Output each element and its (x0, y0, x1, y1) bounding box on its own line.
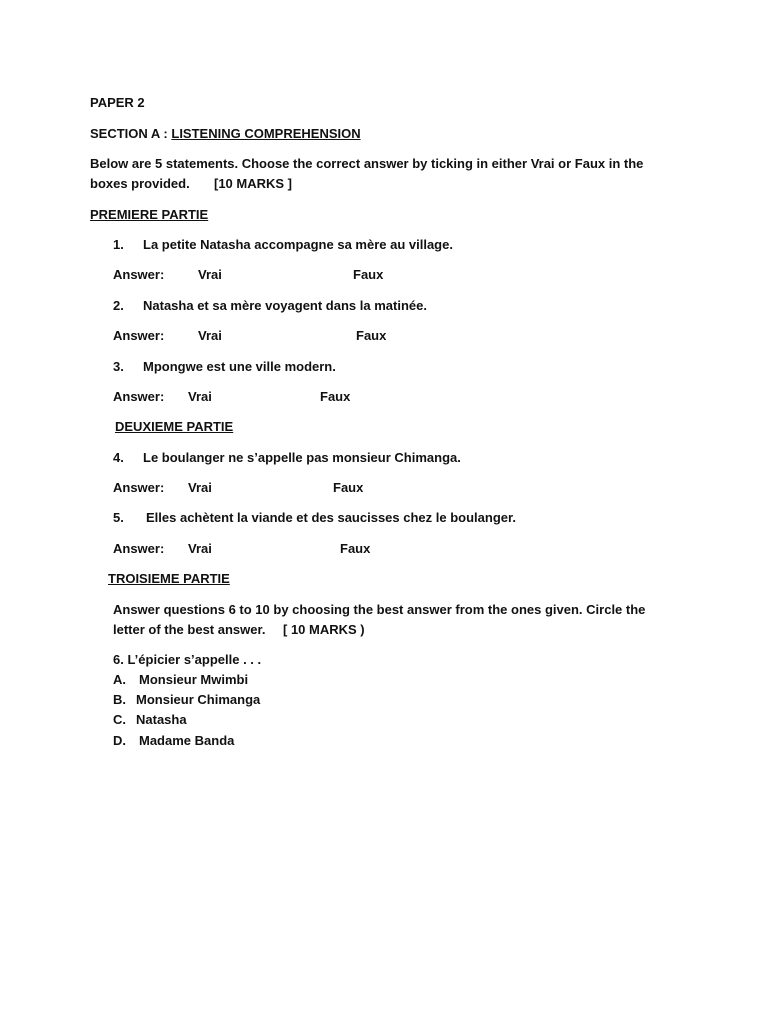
option-d[interactable] (113, 733, 235, 749)
question-number: 5. (113, 510, 124, 525)
question-text: La petite Natasha accompagne sa mère au village. (143, 237, 453, 252)
option-letter: D. (113, 733, 126, 748)
answer-row-5 (113, 541, 371, 557)
option-text: Monsieur Mwimbi (139, 672, 249, 687)
option-text: Natasha (136, 712, 187, 727)
section-title: LISTENING COMPREHENSION (171, 126, 361, 141)
faux-option[interactable]: Faux (333, 480, 364, 495)
question-3 (113, 359, 336, 375)
question-number: 1. (113, 237, 124, 252)
answer-row-1 (113, 267, 384, 283)
part3-marks: [ 10 MARKS ) (283, 622, 365, 637)
question-number: 3. (113, 359, 124, 374)
answer-label: Answer: (113, 541, 165, 556)
answer-row-2 (113, 328, 387, 344)
faux-option[interactable]: Faux (356, 328, 387, 343)
vrai-option[interactable]: Vrai (188, 480, 212, 495)
part3-instructions-line-2 (113, 622, 365, 638)
section-prefix: SECTION A : (90, 126, 172, 141)
option-letter: B. (113, 692, 126, 707)
part3-title: TROISIEME PARTIE (108, 571, 230, 586)
option-a[interactable] (113, 672, 249, 688)
question-text: Mpongwe est une ville modern. (143, 359, 336, 374)
instructions-text: letter of the best answer. (113, 622, 266, 637)
question-text: Le boulanger ne s’appelle pas monsieur Chimanga. (143, 450, 461, 465)
answer-label: Answer: (113, 328, 165, 343)
instructions-text: boxes provided. (90, 176, 190, 191)
option-b[interactable] (113, 692, 261, 708)
question-4 (113, 450, 461, 466)
answer-row-4 (113, 480, 364, 496)
instructions-marks: [10 MARKS ] (214, 176, 293, 191)
question-5 (113, 510, 516, 526)
option-c[interactable] (113, 712, 187, 728)
answer-label: Answer: (113, 389, 165, 404)
vrai-option[interactable]: Vrai (198, 328, 222, 343)
faux-option[interactable]: Faux (340, 541, 371, 556)
question-1 (113, 237, 453, 253)
option-text: Monsieur Chimanga (136, 692, 261, 707)
faux-option[interactable]: Faux (320, 389, 351, 404)
option-text: Madame Banda (139, 733, 235, 748)
vrai-option[interactable]: Vrai (188, 541, 212, 556)
question-number: 2. (113, 298, 124, 313)
question-text: Elles achètent la viande et des saucisses chez le boulanger. (146, 510, 516, 525)
option-letter: A. (113, 672, 126, 687)
vrai-option[interactable]: Vrai (198, 267, 222, 282)
question-number: 4. (113, 450, 124, 465)
part1-title: PREMIERE PARTIE (90, 207, 209, 222)
part2-title: DEUXIEME PARTIE (115, 419, 234, 434)
question-6: 6. L’épicier s’appelle . . . (113, 652, 262, 667)
part3-instructions-line-1: Answer questions 6 to 10 by choosing the best answer from the ones given. Circle the (113, 602, 646, 617)
option-letter: C. (113, 712, 126, 727)
paper-title: PAPER 2 (90, 95, 145, 110)
answer-label: Answer: (113, 267, 165, 282)
instructions-line-1: Below are 5 statements. Choose the correct answer by ticking in either Vrai or Faux in the (90, 156, 644, 171)
instructions-line-2 (90, 176, 293, 192)
answer-row-3 (113, 389, 351, 405)
faux-option[interactable]: Faux (353, 267, 384, 282)
section-heading (90, 126, 361, 142)
question-text: Natasha et sa mère voyagent dans la matinée. (143, 298, 427, 313)
answer-label: Answer: (113, 480, 165, 495)
question-2 (113, 298, 427, 314)
vrai-option[interactable]: Vrai (188, 389, 212, 404)
